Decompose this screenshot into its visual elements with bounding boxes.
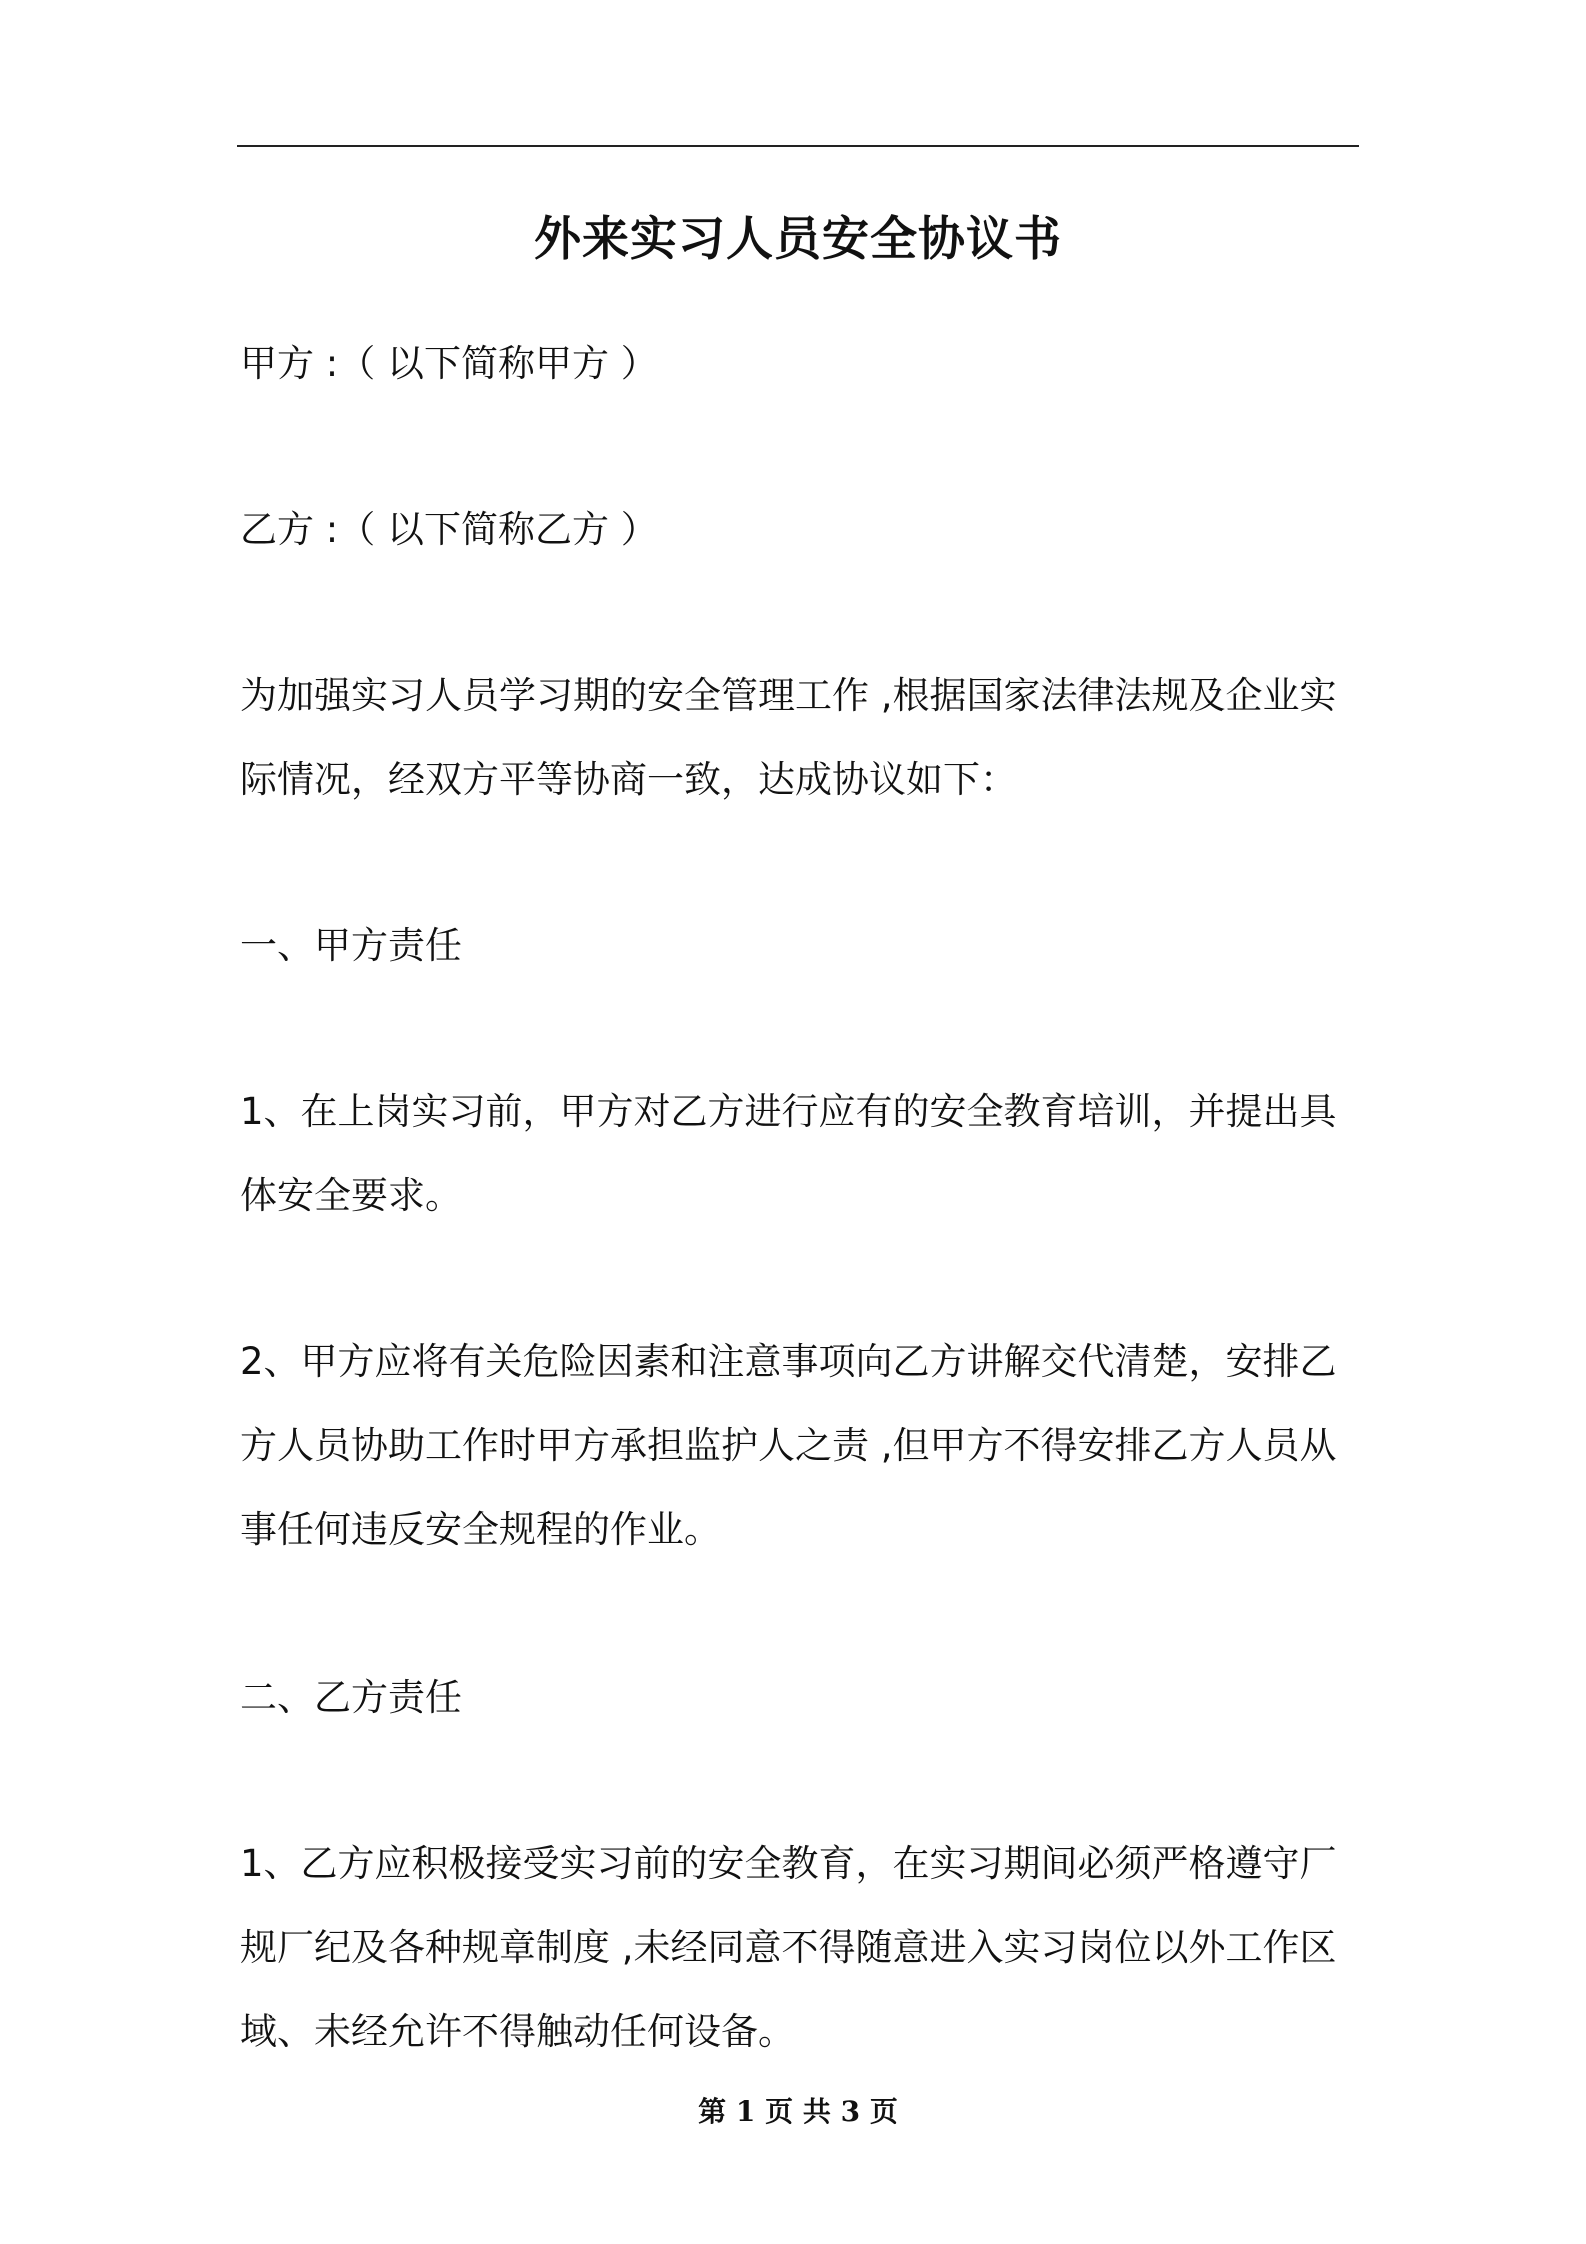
section-1-item-2-line-3: 事任何违反安全规程的作业。 (240, 1508, 721, 1551)
party-a-line (240, 322, 1360, 406)
section-2-heading (240, 1656, 1360, 1740)
intro-line-2: 际情况，经双方平等协商一致，达成协议如下： (240, 758, 1017, 801)
section-1-item-1-line-2: 体安全要求。 (240, 1174, 462, 1217)
intro-paragraph (240, 654, 1360, 822)
section-1-item-1-line-1: 1、在上岗实习前，甲方对乙方进行应有的安全教育培训，并提出具 (240, 1090, 1337, 1133)
section-1-item-2-line-2: 方人员协助工作时甲方承担监护人之责 ,但甲方不得安排乙方人员从 (240, 1424, 1337, 1467)
party-b-line (240, 488, 1360, 572)
intro-line-1: 为加强实习人员学习期的安全管理工作 ,根据国家法律法规及企业实 (240, 674, 1337, 717)
section-1-item-1 (240, 1070, 1360, 1238)
section-2-item-1-line-1: 1、乙方应积极接受实习前的安全教育，在实习期间必须严格遵守厂 (240, 1842, 1337, 1885)
section-2-item-1-line-2: 规厂纪及各种规章制度 ,未经同意不得随意进入实习岗位以外工作区 (240, 1926, 1337, 1969)
party-a-text: 甲方 :（ 以下简称甲方 ） (240, 342, 658, 385)
section-1-heading-text: 一、甲方责任 (240, 924, 462, 967)
section-2-item-1-line-3: 域、未经允许不得触动任何设备。 (240, 2010, 795, 2053)
party-b-text: 乙方 :（ 以下简称乙方 ） (240, 508, 658, 551)
header-rule (237, 145, 1359, 147)
page-number-footer: 第 1 页 共 3 页 (698, 2095, 898, 2128)
section-2-heading-text: 二、乙方责任 (240, 1676, 462, 1719)
section-2-item-1 (240, 1822, 1360, 2074)
section-1-item-2-line-1: 2、甲方应将有关危险因素和注意事项向乙方讲解交代清楚，安排乙 (240, 1340, 1337, 1383)
section-1-item-2 (240, 1320, 1360, 1572)
section-1-heading (240, 904, 1360, 988)
document-title: 外来实习人员安全协议书 (534, 212, 1062, 267)
